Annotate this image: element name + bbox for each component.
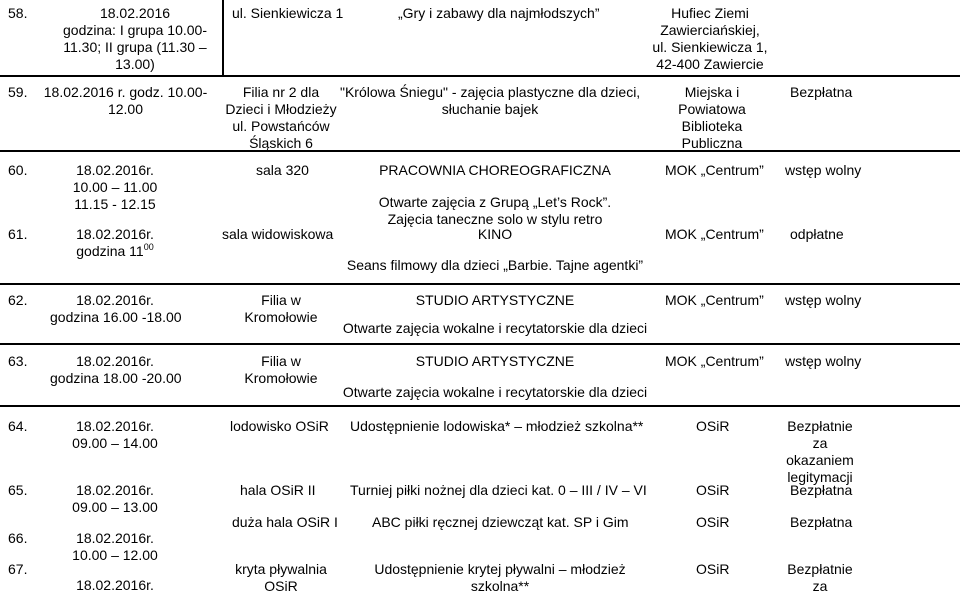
row-number: 63. bbox=[8, 353, 28, 369]
event-title: PRACOWNIA CHOREOGRAFICZNA bbox=[379, 162, 611, 178]
date-cell: 18.02.2016r. 09.00 – 14.00 bbox=[72, 418, 158, 451]
organizer-cell: MOK „Centrum” bbox=[665, 226, 764, 242]
fee-cell: Bezpłatna bbox=[790, 84, 853, 100]
date-cell: 18.02.2016 godzina: I grupa 10.00- 11.30; II grupa (11.30 – 13.00) bbox=[63, 5, 207, 72]
place-cell: sala 320 bbox=[256, 162, 309, 178]
event-description: Otwarte zajęcia wokalne i recytatorskie dla dzieci bbox=[342, 384, 648, 400]
event-description: Otwarte zajęcia wokalne i recytatorskie dla dzieci bbox=[342, 320, 648, 336]
row-divider bbox=[0, 343, 960, 345]
event-cell: ABC piłki ręcznej dziewcząt kat. SP i Gim bbox=[372, 514, 629, 530]
fee-cell: Bezpłatna bbox=[790, 482, 853, 498]
organizer-cell: OSiR bbox=[696, 418, 730, 434]
place-cell: duża hala OSiR I bbox=[232, 514, 338, 530]
fee-cell: wstęp wolny bbox=[785, 162, 862, 178]
date-cell: 18.02.2016r. 10.00 – 11.00 11.15 - 12.15 bbox=[72, 162, 158, 212]
row-number: 58. bbox=[8, 5, 28, 21]
fee-cell: Bezpłatnie za bbox=[787, 561, 853, 594]
row-number: 67. bbox=[8, 561, 28, 577]
organizer-cell: Miejska i Powiatowa Biblioteka Publiczna bbox=[678, 84, 746, 151]
row-divider bbox=[0, 405, 960, 407]
event-cell: "Królowa Śniegu" - zajęcia plastyczne dla dzieci, słuchanie bajek bbox=[340, 84, 641, 117]
event-title: STUDIO ARTYSTYCZNE bbox=[415, 292, 575, 308]
place-cell: hala OSiR II bbox=[240, 482, 316, 498]
event-description: Seans filmowy dla dzieci „Barbie. Tajne agentki” bbox=[346, 257, 644, 273]
row-number: 66. bbox=[8, 530, 28, 546]
fee-cell: wstęp wolny bbox=[785, 292, 862, 308]
place-cell: kryta pływalnia OSiR bbox=[235, 561, 327, 594]
row-divider bbox=[0, 75, 960, 77]
event-cell: Udostępnienie lodowiska* – młodzież szkolna** bbox=[350, 418, 644, 434]
row-number: 60. bbox=[8, 162, 28, 178]
row-number: 61. bbox=[8, 226, 28, 242]
fee-cell: odpłatne bbox=[790, 226, 844, 242]
organizer-cell: MOK „Centrum” bbox=[665, 162, 764, 178]
date-cell: 18.02.2016 r. godz. 10.00- 12.00 bbox=[43, 84, 208, 117]
organizer-cell: OSiR bbox=[696, 561, 730, 577]
fee-cell: wstęp wolny bbox=[785, 353, 862, 369]
event-title: STUDIO ARTYSTYCZNE bbox=[415, 353, 575, 369]
column-divider bbox=[222, 0, 224, 76]
event-description: Otwarte zajęcia z Grupą „Let’s Rock”. Zajęcia taneczne solo w stylu retro bbox=[378, 194, 612, 227]
row-number: 62. bbox=[8, 292, 28, 308]
date-cell: 18.02.2016r. 10.00 – 12.00 bbox=[72, 530, 158, 563]
organizer-cell: OSiR bbox=[696, 514, 730, 530]
row-divider bbox=[0, 150, 960, 152]
place-cell: lodowisko OSiR bbox=[230, 418, 329, 434]
place-cell: Filia w Kromołowie bbox=[244, 292, 318, 325]
place-cell: Filia nr 2 dla Dzieci i Młodzieży ul. Powstańców Śląskich 6 bbox=[225, 84, 337, 151]
place-cell: sala widowiskowa bbox=[222, 226, 334, 242]
organizer-cell: OSiR bbox=[696, 482, 730, 498]
event-cell: Udostępnienie krytej pływalni – młodzież szkolna** bbox=[374, 561, 626, 594]
event-title: KINO bbox=[477, 226, 513, 242]
place-cell: ul. Sienkiewicza 1 bbox=[232, 5, 344, 21]
row-number: 59. bbox=[8, 84, 28, 100]
event-cell: Turniej piłki nożnej dla dzieci kat. 0 – III / IV – VI bbox=[350, 482, 647, 498]
fee-cell: Bezpłatnie za okazaniem legitymacji bbox=[786, 418, 854, 485]
organizer-cell: MOK „Centrum” bbox=[665, 292, 764, 308]
event-cell: „Gry i zabawy dla najmłodszych” bbox=[398, 5, 600, 21]
place-cell: Filia w Kromołowie bbox=[244, 353, 318, 386]
date-cell: 18.02.2016r. godzina $11^{00}$ bbox=[76, 226, 154, 259]
fee-cell: Bezpłatna bbox=[790, 514, 853, 530]
date-cell: 18.02.2016r. bbox=[76, 577, 154, 593]
organizer-cell: Hufiec Ziemi Zawierciańskiej, ul. Sienkiewicza 1, 42-400 Zawiercie bbox=[652, 5, 768, 72]
row-divider bbox=[0, 283, 960, 285]
date-cell: 18.02.2016r. 09.00 – 13.00 bbox=[72, 482, 158, 515]
date-cell: 18.02.2016r. godzina 18.00 -20.00 bbox=[50, 353, 182, 386]
row-number: 64. bbox=[8, 418, 28, 434]
date-cell: 18.02.2016r. godzina 16.00 -18.00 bbox=[50, 292, 182, 325]
organizer-cell: MOK „Centrum” bbox=[665, 353, 764, 369]
row-number: 65. bbox=[8, 482, 28, 498]
